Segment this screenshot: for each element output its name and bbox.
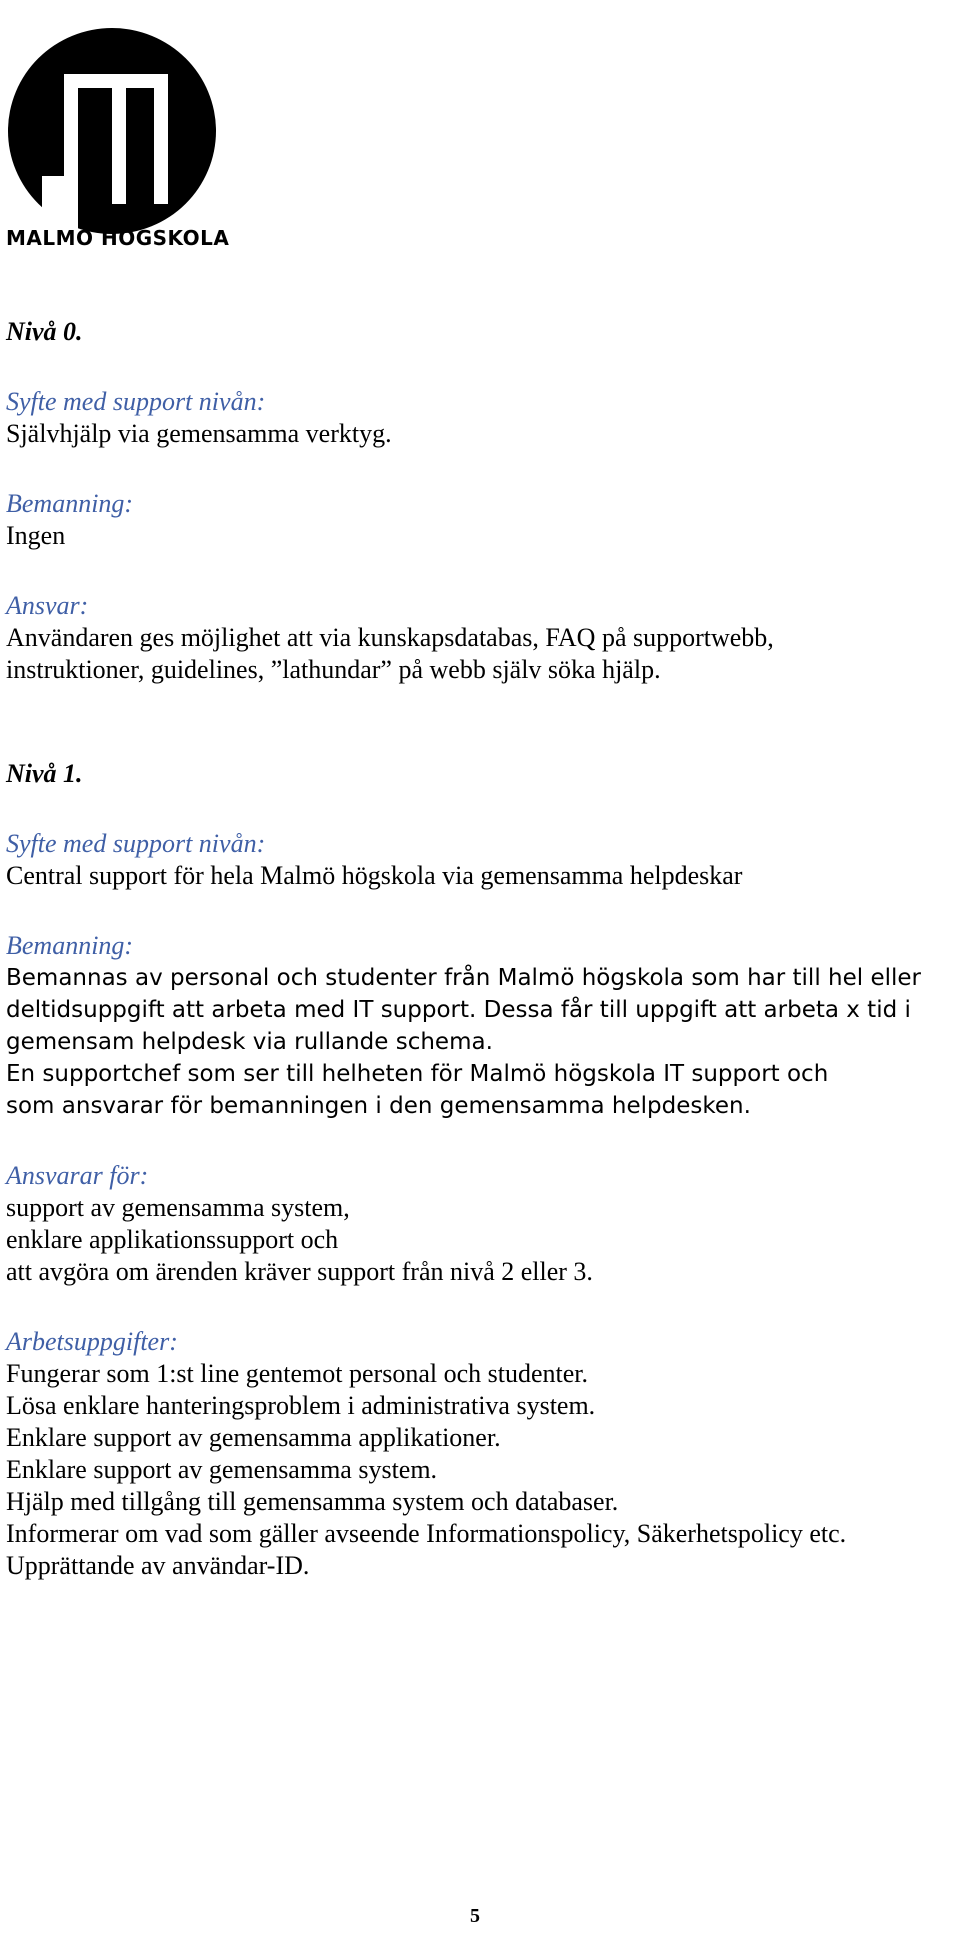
page-number: 5 bbox=[470, 1905, 480, 1927]
level1-responsible-label: Ansvarar för: bbox=[6, 1161, 149, 1190]
level0-responsibility-label: Ansvar: bbox=[6, 591, 89, 620]
level1-task-item: Fungerar som 1:st line gentemot personal och studenter. bbox=[6, 1359, 588, 1388]
logo-wordmark: MALMÖ HÖGSKOLA bbox=[6, 226, 230, 250]
level1-task-item: Upprättande av användar-ID. bbox=[6, 1551, 310, 1580]
level0-staffing-text: Ingen bbox=[6, 521, 66, 550]
level1-responsible-line: enklare applikationssupport och bbox=[6, 1225, 339, 1254]
level1-task-item: Informerar om vad som gäller avseende Informationspolicy, Säkerhetspolicy etc. bbox=[6, 1519, 847, 1548]
level1-staffing-line: som ansvarar för bemanningen i den gemensamma helpdesken. bbox=[6, 1093, 751, 1119]
level0-responsibility-line: instruktioner, guidelines, ”lathundar” på webb själv söka hjälp. bbox=[6, 655, 661, 684]
level1-staffing-line: Bemannas av personal och studenter från Malmö högskola som har till hel eller bbox=[6, 965, 921, 991]
level1-staffing-line: deltidsuppgift att arbeta med IT support. Dessa får till uppgift att arbeta x tid i bbox=[6, 997, 911, 1023]
level1-purpose-text: Central support för hela Malmö högskola via gemensamma helpdeskar bbox=[6, 861, 743, 890]
level1-task-item: Enklare support av gemensamma applikationer. bbox=[6, 1423, 501, 1452]
level0-responsibility-line: Användaren ges möjlighet att via kunskapsdatabas, FAQ på supportwebb, bbox=[6, 623, 774, 652]
level1-purpose-label: Syfte med support nivån: bbox=[6, 829, 266, 858]
level1-heading: Nivå 1. bbox=[6, 759, 83, 788]
level1-responsible-line: att avgöra om ärenden kräver support från nivå 2 eller 3. bbox=[6, 1257, 593, 1286]
level1-task-item: Hjälp med tillgång till gemensamma system och databaser. bbox=[6, 1487, 619, 1516]
level0-staffing-label: Bemanning: bbox=[6, 489, 134, 518]
level0-purpose-text: Självhjälp via gemensamma verktyg. bbox=[6, 419, 392, 448]
level1-tasks-label: Arbetsuppgifter: bbox=[6, 1327, 178, 1356]
level1-responsible-line: support av gemensamma system, bbox=[6, 1193, 350, 1222]
level1-staffing-label: Bemanning: bbox=[6, 931, 134, 960]
level1-task-item: Enklare support av gemensamma system. bbox=[6, 1455, 438, 1484]
level1-task-item: Lösa enklare hanteringsproblem i administrativa system. bbox=[6, 1391, 596, 1420]
logo-mark-icon bbox=[6, 26, 218, 236]
level0-purpose-label: Syfte med support nivån: bbox=[6, 387, 266, 416]
level0-heading: Nivå 0. bbox=[6, 317, 83, 346]
malmo-hogskola-logo bbox=[6, 26, 230, 254]
level1-staffing-line: En supportchef som ser till helheten för Malmö högskola IT support och bbox=[6, 1061, 829, 1087]
level1-staffing-line: gemensam helpdesk via rullande schema. bbox=[6, 1029, 493, 1055]
